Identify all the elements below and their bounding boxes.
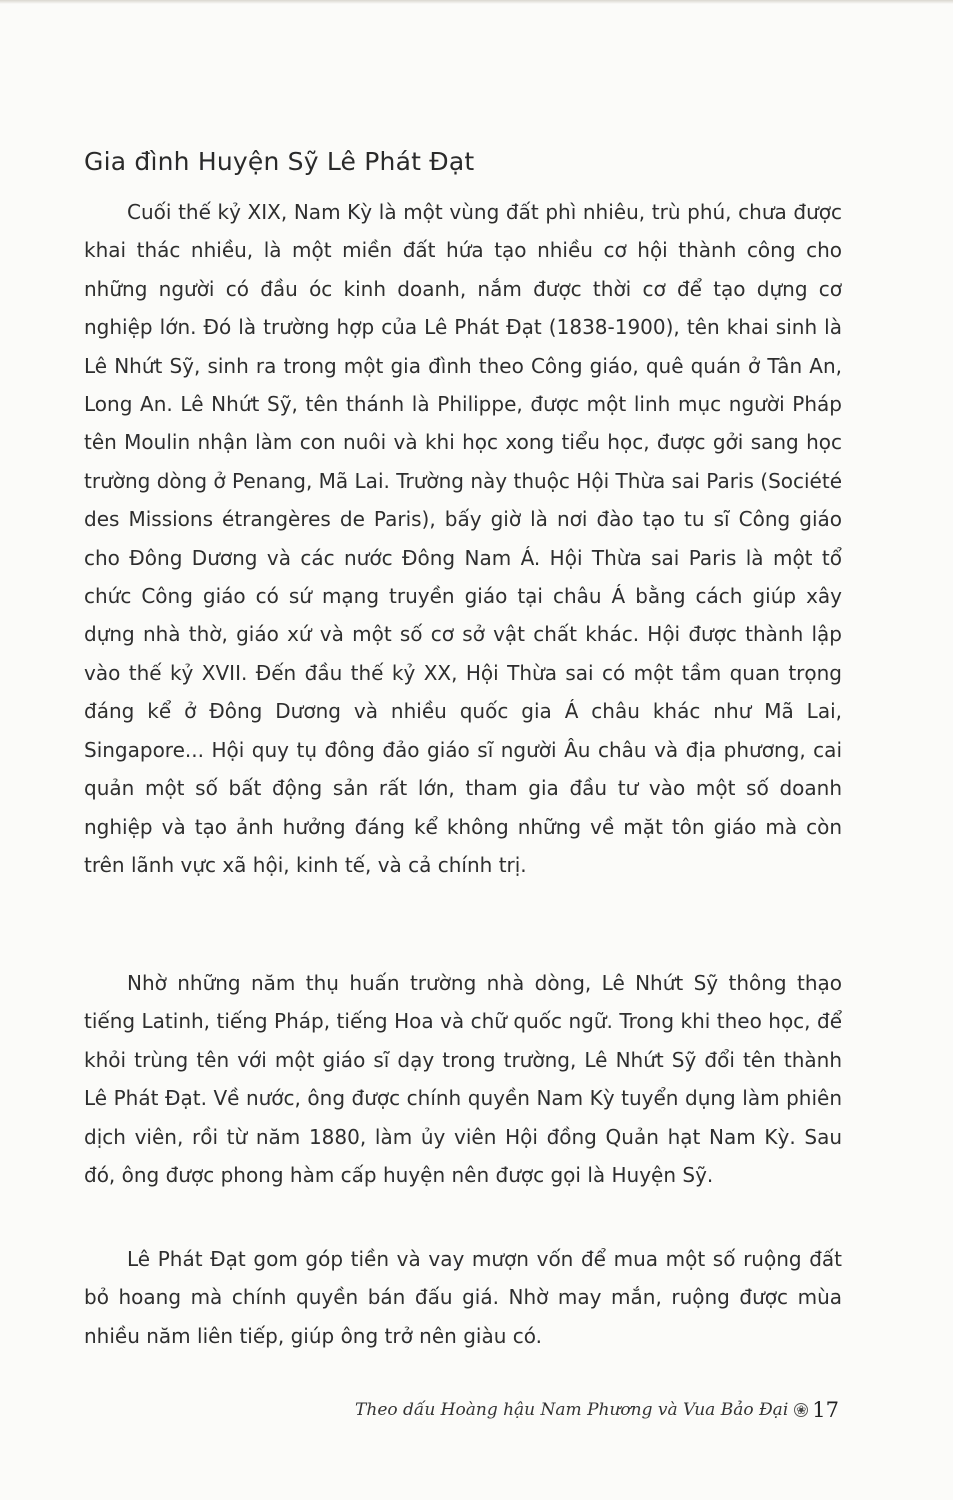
page-number: 17 xyxy=(812,1398,839,1422)
footer-book-title: Theo dấu Hoàng hậu Nam Phương và Vua Bảo Đại xyxy=(355,1400,789,1420)
body-paragraph: Nhờ những năm thụ huấn trường nhà dòng, Lê Nhứt Sỹ thông thạo tiếng Latinh, tiếng Pháp, tiếng Hoa và chữ quốc ngữ. Trong khi theo học, để khỏi trùng tên với một giáo sĩ dạy trong trường, Lê Nhứt Sỹ đổi tên thành Lê Phát Đạt. Về nước, ông được chính quyền Nam Kỳ tuyển dụng làm phiên dịch viên, rồi từ năm 1880, làm ủy viên Hội đồng Quản hạt Nam Kỳ. Sau đó, ông được phong hàm cấp huyện nên được gọi là Huyện Sỹ. xyxy=(84,971,842,1188)
running-footer xyxy=(355,1398,839,1422)
page-top-edge xyxy=(0,0,953,4)
section-heading: Gia đình Huyện Sỹ Lê Phát Đạt xyxy=(84,147,475,176)
flower-ornament-icon: ❀ xyxy=(796,1403,807,1417)
paragraph-2-block xyxy=(84,964,842,1194)
paragraph-3-block xyxy=(84,1240,842,1355)
body-paragraph: Lê Phát Đạt gom góp tiền và vay mượn vốn để mua một số ruộng đất bỏ hoang mà chính quyền bán đấu giá. Nhờ may mắn, ruộng được mùa nhiều năm liên tiếp, giúp ông trở nên giàu có. xyxy=(84,1247,842,1348)
body-paragraph: Cuối thế kỷ XIX, Nam Kỳ là một vùng đất phì nhiêu, trù phú, chưa được khai thác nhiều, là một miền đất hứa tạo nhiều cơ hội thành công cho những người có đầu óc kinh doanh, nắm được thời cơ để tạo dựng cơ nghiệp lớn. Đó là trường hợp của Lê Phát Đạt (1838-1900), tên khai sinh là Lê Nhứt Sỹ, sinh ra trong một gia đình theo Công giáo, quê quán ở Tân An, Long An. Lê Nhứt Sỹ, tên thánh là Philippe, được một linh mục người Pháp tên Moulin nhận làm con nuôi và khi học xong tiểu học, được gởi sang học trường dòng ở Penang, Mã Lai. Trường này thuộc Hội Thừa sai Paris (Société des Missions étrangères de Paris), bấy giờ là nơi đào tạo tu sĩ Công giáo cho Đông Dương và các nước Đông Nam Á. Hội Thừa sai Paris là một tổ chức Công giáo có sứ mạng truyền giáo tại châu Á bằng cách giúp xây dựng nhà thờ, giáo xứ và một số cơ sở vật chất khác. Hội được thành lập vào thế kỷ XVII. Đến đầu thế kỷ XX, Hội Thừa sai có một tầm quan trọng đáng kể ở Đông Dương và nhiều quốc gia Á châu khác như Mã Lai, Singapore... Hội quy tụ đông đảo giáo sĩ người Âu châu và địa phương, cai quản một số bất động sản rất lớn, tham gia đầu tư vào một số doanh nghiệp và tạo ảnh hưởng đáng kể không những về mặt tôn giáo mà còn trên lãnh vực xã hội, kinh tế, và cả chính trị. xyxy=(84,200,842,877)
paragraph-1-block xyxy=(84,193,842,884)
